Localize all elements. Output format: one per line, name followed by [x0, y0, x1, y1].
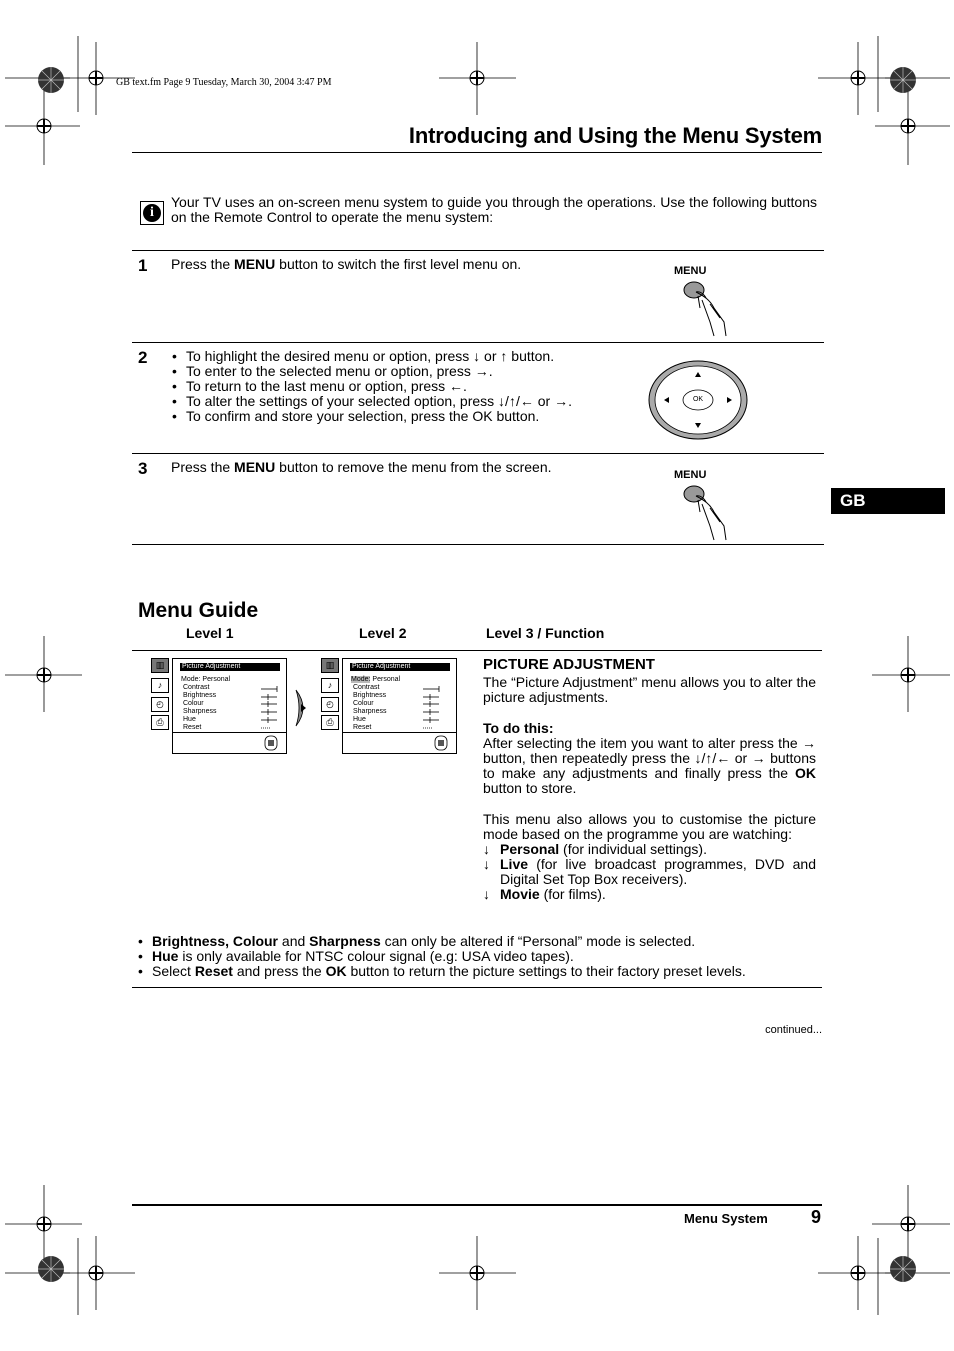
step-1-menu-label: MENU: [674, 265, 707, 277]
language-tab: GB: [831, 488, 945, 514]
menu-item: Brightness: [183, 692, 217, 699]
level1-mode-line: Mode: Personal: [181, 676, 231, 683]
sound-menu-icon: ♪: [321, 678, 339, 693]
step-3-text: Press the MENU button to remove the menu from the screen.: [171, 459, 552, 475]
step-rule-3: [132, 453, 824, 454]
level2-bottom-divider: [343, 732, 456, 733]
finger-press-menu-icon: [680, 278, 735, 338]
picture-menu-icon: ▥: [151, 658, 169, 673]
setup-menu-icon: ⎙: [151, 715, 169, 730]
footer-rule: [132, 1204, 822, 1206]
step-2-bullet: • To enter to the selected menu or option, press →.: [171, 364, 631, 379]
step-3-number: 3: [138, 459, 148, 478]
page-number: 9: [811, 1207, 822, 1227]
continued-label: continued...: [765, 1024, 822, 1036]
step-2-bullet: • To confirm and store your selection, press the OK button.: [171, 409, 631, 424]
info-icon: i: [140, 201, 164, 225]
level1-slider-marks: [259, 685, 281, 733]
step-1-text: Press the MENU button to switch the first level menu on.: [171, 256, 522, 272]
todo-paragraph: After selecting the item you want to alter press the → button, then repeatedly press the ↓/↑/← or → buttons to make any adjustments and finally press the OK button to store.: [483, 735, 816, 796]
remote-navigation-pad: [648, 360, 748, 440]
level1-menu-items: [183, 684, 216, 732]
picture-adjustment-heading: PICTURE ADJUSTMENT: [483, 656, 655, 673]
level1-menu-screen: [172, 658, 287, 754]
picture-mode-item: ↓ Movie (for films).: [483, 886, 606, 902]
timer-menu-icon: ◴: [151, 697, 169, 712]
level1-menu-header: Picture Adjustment: [180, 663, 280, 671]
timer-menu-icon: ◴: [321, 697, 339, 712]
right-navigation-arrow-icon: [294, 688, 312, 728]
menu-item: Reset: [183, 724, 202, 731]
step-2-bullet: • To highlight the desired menu or option, press ↓ or ↑ button.: [171, 349, 631, 364]
picture-mode-list: [483, 842, 816, 902]
customise-paragraph: This menu also allows you to customise the picture mode based on the programme you are watching:: [483, 811, 816, 842]
picture-mode-item: ↓ Personal (for individual settings).: [483, 841, 707, 857]
level2-icon-column: [321, 658, 339, 734]
level1-bottom-divider: [173, 732, 286, 733]
notes-rule: [132, 987, 822, 988]
menu-item: Brightness: [353, 692, 387, 699]
menu-item: Contrast: [183, 684, 210, 691]
picture-adjustment-intro: The “Picture Adjustment” menu allows you to alter the picture adjustments.: [483, 674, 816, 705]
note-item: • Brightness, Colour and Sharpness can only be altered if “Personal” mode is selected.: [137, 934, 827, 949]
ok-label: OK: [692, 396, 704, 403]
finger-press-menu-icon: [680, 482, 735, 542]
note-item: • Hue is only available for NTSC colour signal (e.g: USA video tapes).: [137, 949, 827, 964]
note-item: • Select Reset and press the OK button to return the picture settings to their factory preset levels.: [137, 964, 827, 979]
level1-ok-key-icon: [264, 735, 278, 751]
menu-item: Hue: [183, 716, 196, 723]
todo-heading: To do this:: [483, 720, 554, 736]
intro-paragraph: Your TV uses an on-screen menu system to guide you through the operations. Use the following buttons on the Remote Control to operate the menu system:: [171, 194, 817, 225]
step-2-bullet: • To alter the settings of your selected option, press ↓/↑/← or →.: [171, 394, 631, 409]
step-3-menu-label: MENU: [674, 469, 707, 481]
picture-mode-item: ↓ Live (for live broadcast programmes, DVD and Digital Set Top Box receivers).: [483, 856, 816, 887]
level2-menu-header: Picture Adjustment: [350, 663, 450, 671]
menu-item: Contrast: [353, 684, 380, 691]
menu-item: Sharpness: [183, 708, 217, 715]
menu-guide-title: Menu Guide: [138, 599, 259, 622]
col-header-level3: Level 3 / Function: [486, 625, 605, 641]
step-rule-top: [132, 250, 824, 251]
menu-item: Colour: [183, 700, 204, 707]
step-rule-bottom: [132, 544, 824, 545]
step-2-number: 2: [138, 348, 148, 367]
picture-menu-icon: ▥: [321, 658, 339, 673]
notes-list: [137, 934, 827, 979]
sound-menu-icon: ♪: [151, 678, 169, 693]
level2-slider-marks: [421, 685, 443, 733]
col-header-level1: Level 1: [186, 625, 234, 641]
menu-item: Hue: [353, 716, 366, 723]
step-rule-2: [132, 342, 824, 343]
level2-menu-items: [353, 684, 386, 732]
col-header-level2: Level 2: [359, 625, 407, 641]
menu-item: Sharpness: [353, 708, 387, 715]
page-title: Introducing and Using the Menu System: [408, 123, 822, 148]
setup-menu-icon: ⎙: [321, 715, 339, 730]
footer-section-name: Menu System: [684, 1211, 768, 1226]
file-header-line: GB text.fm Page 9 Tuesday, March 30, 2004 3:47 PM: [116, 77, 332, 88]
level2-ok-key-icon: [434, 735, 448, 751]
level1-icon-column: [151, 658, 169, 734]
menu-item: Colour: [353, 700, 374, 707]
step-2-bullets: [171, 349, 631, 424]
menu-guide-rule: [132, 650, 822, 651]
step-1-number: 1: [138, 256, 148, 275]
title-rule: [132, 152, 822, 153]
level2-menu-screen: [342, 658, 457, 754]
menu-item: Reset: [353, 724, 372, 731]
step-2-bullet: • To return to the last menu or option, press ←.: [171, 379, 631, 394]
level2-mode-line: Mode: Personal: [351, 676, 401, 683]
